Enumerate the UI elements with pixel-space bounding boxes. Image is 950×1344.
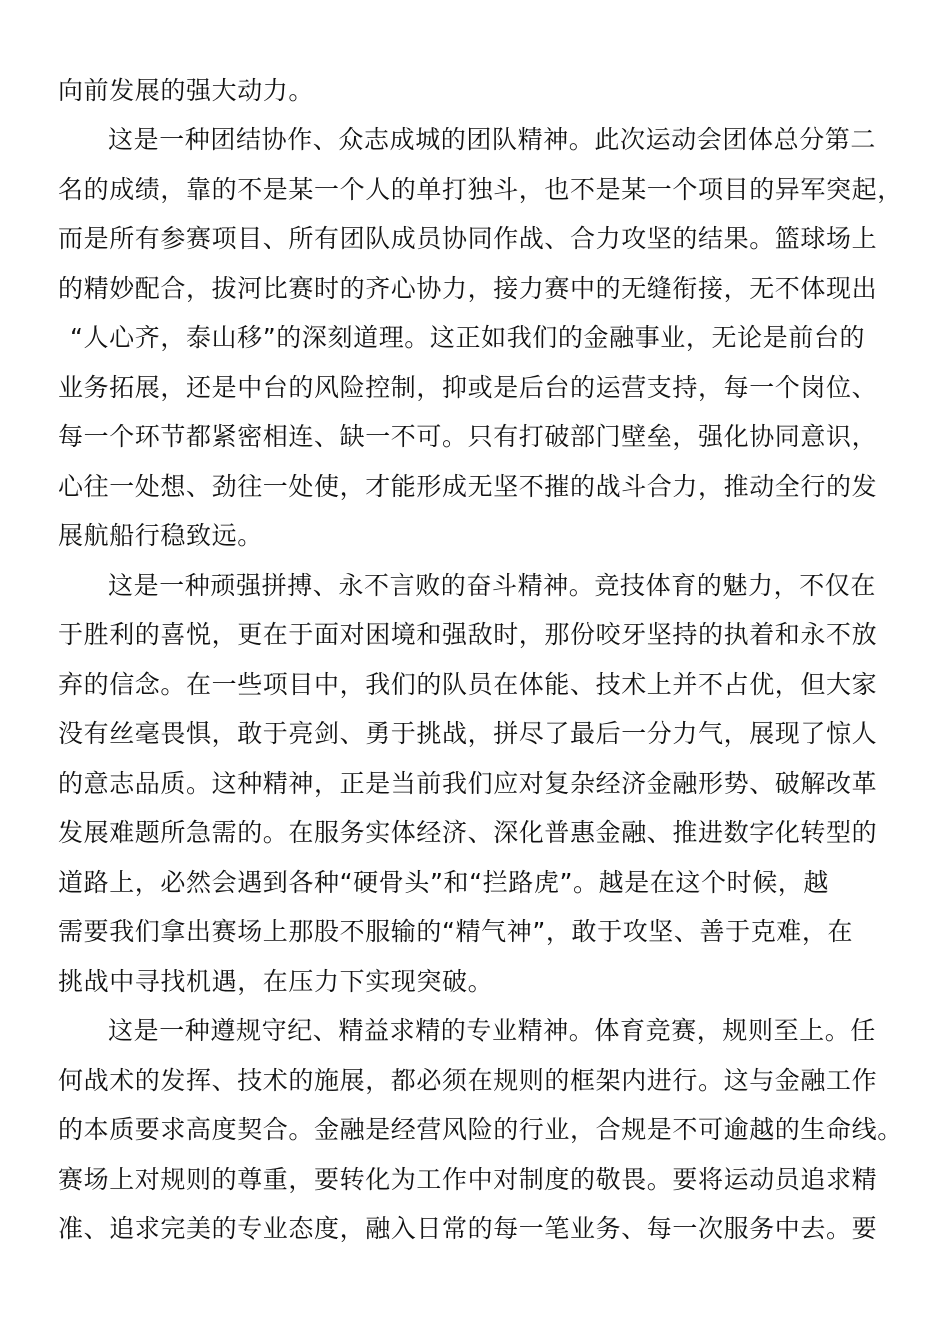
paragraph-start-line: 这是一种顽强拼搏、永不言败的奋斗精神。竞技体育的魅力，不仅在 [108,571,877,600]
paragraph-start-line: 这是一种团结协作、众志成城的团队精神。此次运动会团体总分第二 [108,125,877,154]
text-line: 每一个环节都紧密相连、缺一不可。只有打破部门壁垒，强化协同意识， [58,422,878,451]
text-line: 弃的信念。在一些项目中，我们的队员在体能、技术上并不占优，但大家 [58,670,878,699]
text-line: 的精妙配合，拔河比赛时的齐心协力，接力赛中的无缝衔接，无不体现出 [58,274,878,303]
text-line: 的意志品质。这种精神，正是当前我们应对复杂经济金融形势、破解改革 [58,769,878,798]
text-line: 何战术的发挥、技术的施展，都必须在规则的框架内进行。这与金融工作 [58,1066,878,1095]
text-line: 需要我们拿出赛场上那股不服输的“精气神”，敢于攻坚、善于克难，在 [58,917,854,946]
text-line: 而是所有参赛项目、所有团队成员协同作战、合力攻坚的结果。篮球场上 [58,224,878,253]
text-line: 准、追求完美的专业态度，融入日常的每一笔业务、每一次服务中去。要 [58,1214,878,1243]
text-line: 发展难题所急需的。在服务实体经济、深化普惠金融、推进数字化转型的 [58,818,878,847]
text-line: 的本质要求高度契合。金融是经营风险的行业，合规是不可逾越的生命线。 [58,1115,903,1144]
text-line: 没有丝毫畏惧，敢于亮剑、勇于挑战，拼尽了最后一分力气，展现了惊人 [58,719,878,748]
text-line: 挑战中寻找机遇，在压力下实现突破。 [58,967,494,996]
text-line: “人心齐，泰山移”的深刻道理。这正如我们的金融事业，无论是前台的 [70,323,866,352]
text-line: 于胜利的喜悦，更在于面对困境和强敌时，那份咬牙坚持的执着和永不放 [58,620,878,649]
text-line: 向前发展的强大动力。 [58,76,315,105]
text-line: 业务拓展，还是中台的风险控制，抑或是后台的运营支持，每一个岗位、 [58,373,878,402]
text-line: 名的成绩，靠的不是某一个人的单打独斗，也不是某一个项目的异军突起， [58,175,903,204]
text-line: 赛场上对规则的尊重，要转化为工作中对制度的敬畏。要将运动员追求精 [58,1165,878,1194]
text-line: 展航船行稳致远。 [58,521,263,550]
text-line: 道路上，必然会遇到各种“硬骨头”和“拦路虎”。越是在这个时候，越 [58,868,830,897]
paragraph-start-line: 这是一种遵规守纪、精益求精的专业精神。体育竞赛，规则至上。任 [108,1016,877,1045]
text-line: 心往一处想、劲往一处使，才能形成无坚不摧的战斗合力，推动全行的发 [58,472,878,501]
